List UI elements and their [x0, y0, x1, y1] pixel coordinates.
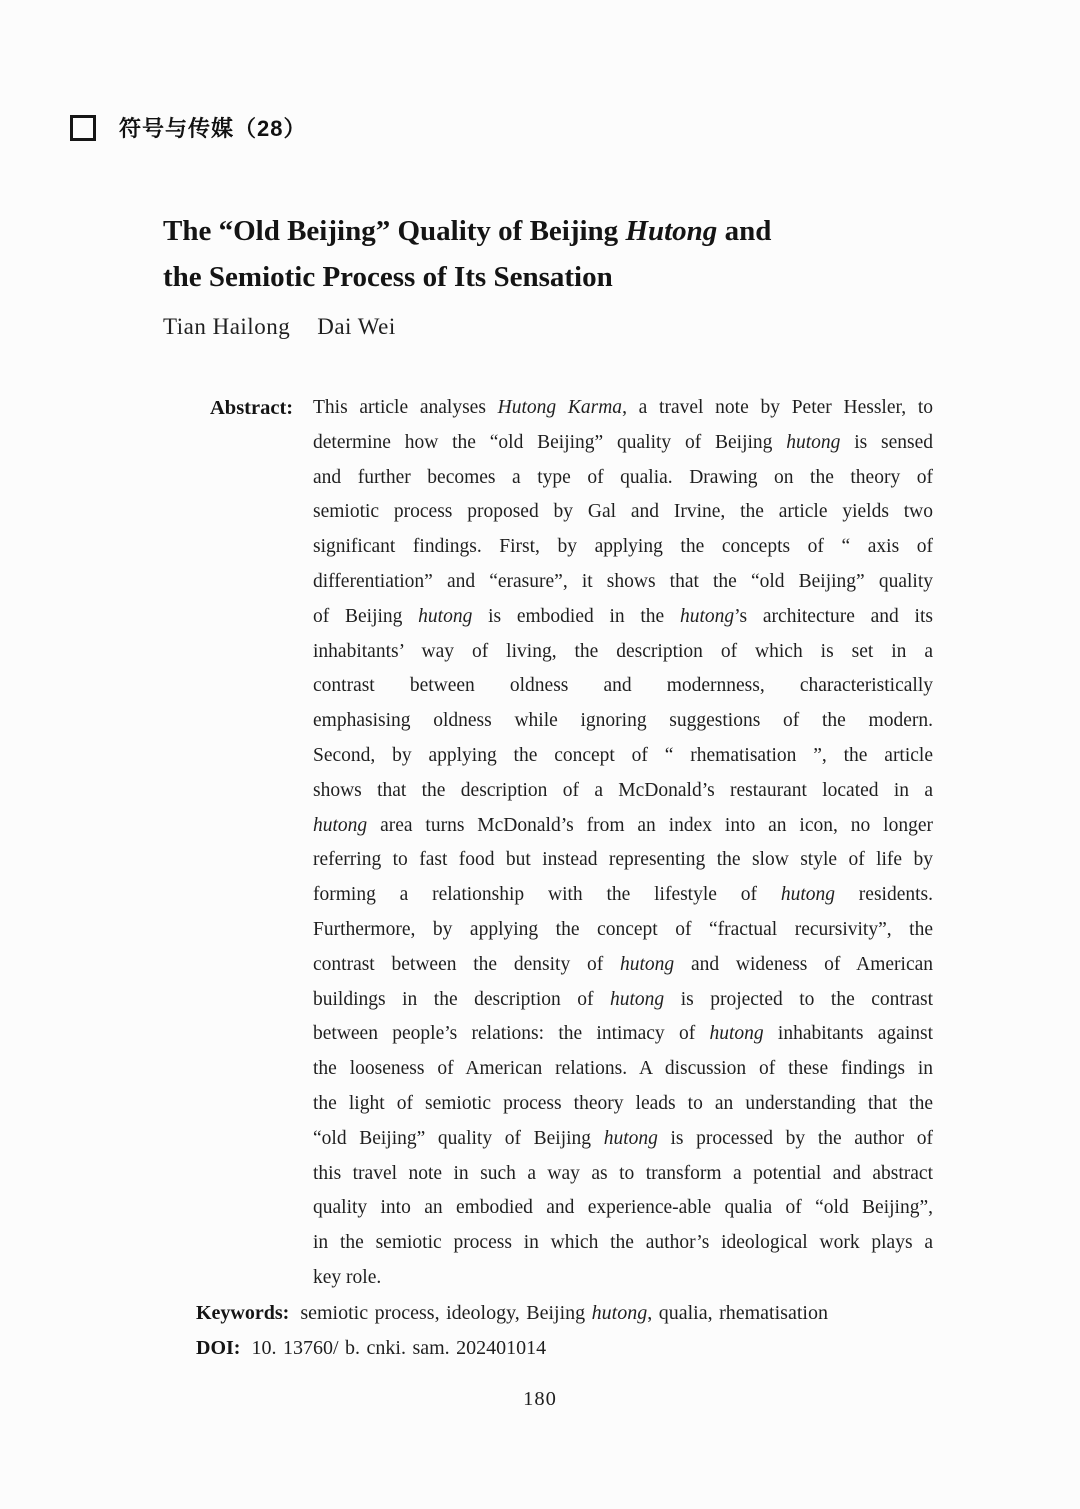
journal-header	[70, 112, 306, 143]
doi-value: 10. 13760/ b. cnki. sam. 202401014	[251, 1337, 547, 1359]
text-run: buildings in the description of	[313, 988, 611, 1010]
text-run: this travel note in such a way as to transform a potential and abstract	[313, 1162, 933, 1184]
text-run: differentiation” and “erasure”, it shows that the “old Beijing” quality	[313, 570, 933, 592]
authors	[163, 314, 396, 340]
italic-text-run: hutong	[603, 1127, 658, 1149]
text-run: between people’s relations: the intimacy of	[313, 1023, 710, 1045]
text-run: Furthermore, by applying the concept of “fractual recursivity”, the	[313, 918, 933, 940]
text-run: area turns McDonald’s from an index into an icon, no longer	[367, 814, 933, 836]
text-run: , a travel note by Peter Hessler, to	[622, 397, 933, 418]
abstract-line	[313, 843, 933, 878]
italic-text-run: hutong	[780, 884, 835, 906]
text-run: semiotic process proposed by Gal and Irvine, the article yields two	[313, 501, 933, 523]
text-run: ’s architecture and its	[734, 605, 933, 627]
title-line	[163, 208, 943, 254]
text-run: semiotic process, ideology, Beijing	[300, 1302, 592, 1324]
abstract-line	[313, 1017, 933, 1052]
text-run: inhabitants’ way of living, the description of which is set in a	[313, 640, 933, 662]
italic-text-run: hutong	[709, 1023, 764, 1045]
keywords-label: Keywords:	[196, 1302, 290, 1324]
abstract-line	[313, 495, 933, 530]
abstract-line	[313, 1122, 933, 1157]
abstract-line	[313, 669, 933, 704]
text-run: is projected to the contrast	[664, 988, 933, 1010]
text-run: the looseness of American relations. A discussion of these findings in	[313, 1058, 933, 1080]
abstract-line	[313, 426, 933, 461]
abstract-line	[313, 809, 933, 844]
abstract-line	[313, 1226, 933, 1261]
abstract-label: Abstract:	[210, 397, 294, 419]
text-run: is embodied in the	[472, 605, 680, 627]
text-run: “old Beijing” quality of Beijing	[313, 1127, 604, 1149]
text-run: inhabitants against	[763, 1023, 933, 1045]
abstract-line	[313, 600, 933, 635]
header-square-icon	[70, 115, 96, 141]
italic-text-run: hutong	[591, 1302, 648, 1324]
doi-label: DOI:	[196, 1337, 241, 1359]
abstract-line	[313, 461, 933, 496]
text-run: and	[717, 215, 772, 247]
abstract-line	[313, 948, 933, 983]
keywords-text	[300, 1302, 828, 1324]
text-run: determine how the “old Beijing” quality of Beijing	[313, 431, 787, 453]
text-run: emphasising oldness while ignoring suggestions of the modern.	[313, 710, 933, 732]
text-run: in the semiotic process in which the author’s ideological work plays a	[313, 1232, 933, 1254]
keywords-line	[196, 1296, 956, 1330]
title-line	[163, 254, 943, 300]
abstract-line	[313, 530, 933, 565]
article-title	[163, 208, 943, 300]
italic-text-run: hutong	[786, 431, 841, 453]
abstract-line	[313, 739, 933, 774]
abstract-line	[313, 391, 933, 426]
text-run: the Semiotic Process of Its Sensation	[163, 261, 613, 293]
text-run: and wideness of American	[674, 953, 934, 975]
italic-text-run: Hutong Karma	[497, 397, 623, 418]
author-name: Tian Hailong	[163, 314, 291, 339]
abstract-line	[313, 565, 933, 600]
italic-text-run: hutong	[610, 988, 665, 1010]
text-run: and further becomes a type of qualia. Drawing on the theory of	[313, 466, 933, 488]
text-run: This article analyses	[313, 397, 498, 418]
abstract-text	[313, 391, 933, 1296]
italic-text-run: hutong	[620, 953, 675, 975]
italic-text-run: Hutong	[625, 215, 718, 247]
abstract-line	[313, 704, 933, 739]
text-run: contrast between oldness and modernness, characteristically	[313, 675, 933, 697]
abstract-line	[313, 1087, 933, 1122]
italic-text-run: hutong	[418, 605, 473, 627]
author-name: Dai Wei	[317, 314, 396, 339]
text-run: contrast between the density of	[313, 953, 621, 975]
text-run: , qualia, rhematisation	[647, 1302, 828, 1324]
text-run: the light of semiotic process theory leads to an understanding that the	[313, 1092, 933, 1114]
text-run: residents.	[834, 884, 933, 906]
abstract-line	[313, 913, 933, 948]
abstract-line	[313, 774, 933, 809]
text-run: quality into an embodied and experience-able qualia of “old Beijing”,	[313, 1197, 933, 1219]
doi-line	[196, 1331, 956, 1365]
text-run: referring to fast food but instead representing the slow style of life by	[313, 849, 933, 871]
text-run: is sensed	[840, 431, 933, 453]
text-run: significant findings. First, by applying the concepts of “ axis of	[313, 536, 933, 558]
text-run: is processed by the author of	[657, 1127, 933, 1149]
page-number: 180	[523, 1388, 557, 1410]
text-run: of Beijing	[313, 605, 419, 627]
abstract-section	[210, 391, 933, 1296]
abstract-line	[313, 1191, 933, 1226]
abstract-line	[313, 983, 933, 1018]
abstract-line	[313, 1157, 933, 1192]
text-run: Second, by applying the concept of “ rhematisation ”, the article	[313, 744, 933, 766]
abstract-line	[313, 1052, 933, 1087]
text-run: key role.	[313, 1266, 382, 1288]
text-run: shows that the description of a McDonald’s restaurant located in a	[313, 779, 933, 801]
text-run: The “Old Beijing” Quality of Beijing	[163, 215, 626, 247]
abstract-line	[313, 635, 933, 670]
abstract-line	[313, 1261, 933, 1296]
abstract-line	[313, 878, 933, 913]
italic-text-run: hutong	[313, 814, 368, 836]
text-run: forming a relationship with the lifestyle of	[313, 884, 781, 906]
journal-title: 符号与传媒（28）	[119, 116, 307, 141]
italic-text-run: hutong	[679, 605, 735, 627]
